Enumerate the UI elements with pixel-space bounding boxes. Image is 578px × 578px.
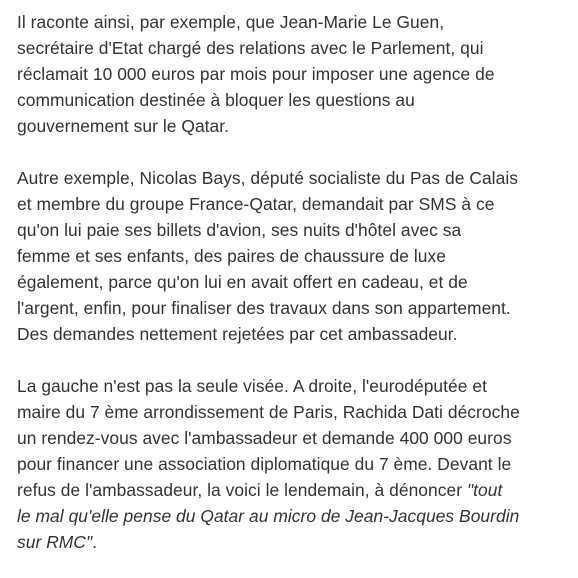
- text-line: et membre du groupe France-Qatar, demandait par SMS à ce: [17, 194, 495, 214]
- text-line-with-quote: [17, 477, 564, 503]
- text-segment: refus de l'ambassadeur, la voici le lendemain, à dénoncer: [17, 480, 467, 500]
- text-line: également, parce qu'on lui en avait offert en cadeau, et de: [17, 272, 468, 292]
- text-line: maire du 7 ème arrondissement de Paris, Rachida Dati décroche: [17, 402, 520, 422]
- sentence-end: .: [92, 532, 98, 552]
- text-line: secrétaire d'Etat chargé des relations avec le Parlement, qui: [17, 38, 484, 58]
- text-line: Des demandes nettement rejetées par cet ambassadeur.: [17, 324, 458, 344]
- text-line: un rendez-vous avec l'ambassadeur et demande 400 000 euros: [17, 428, 512, 448]
- quote-start: "tout: [466, 480, 503, 500]
- text-line: La gauche n'est pas la seule visée. A droite, l'eurodéputée et: [17, 376, 487, 396]
- text-line: pour financer une association diplomatique du 7 ème. Devant le: [17, 454, 512, 474]
- text-line: Il raconte ainsi, par exemple, que Jean-Marie Le Guen,: [17, 12, 445, 32]
- text-line: réclamait 10 000 euros par mois pour imposer une agence de: [17, 64, 495, 84]
- quote-line: le mal qu'elle pense du Qatar au micro de Jean-Jacques Bourdin: [17, 506, 520, 526]
- paragraph-1: [17, 9, 564, 139]
- text-line: Autre exemple, Nicolas Bays, député socialiste du Pas de Calais: [17, 168, 518, 188]
- paragraph-3: [17, 373, 564, 555]
- text-line: femme et ses enfants, des paires de chaussure de luxe: [17, 246, 446, 266]
- text-line: l'argent, enfin, pour finaliser des travaux dans son appartement.: [17, 298, 511, 318]
- quote-line-end: [17, 529, 564, 555]
- quote-end: sur RMC": [17, 532, 93, 552]
- text-line: communication destinée à bloquer les questions au: [17, 90, 415, 110]
- text-line: qu'on lui paie ses billets d'avion, ses nuits d'hôtel avec sa: [17, 220, 462, 240]
- text-line: gouvernement sur le Qatar.: [17, 116, 230, 136]
- paragraph-2: [17, 165, 564, 347]
